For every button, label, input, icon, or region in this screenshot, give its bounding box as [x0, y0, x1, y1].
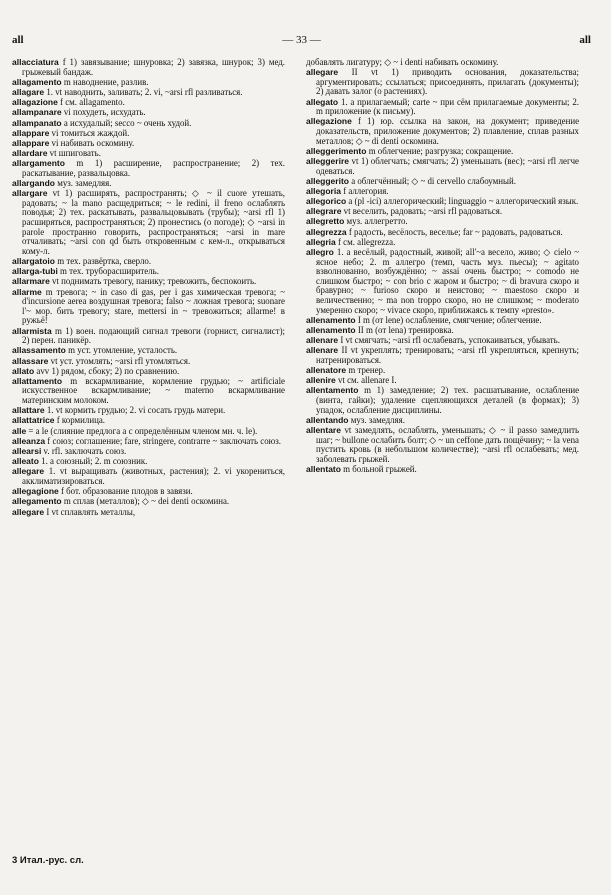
entry-headword: alleggerimento — [306, 145, 367, 156]
entry-headword: allegamento — [12, 496, 62, 507]
dictionary-entry — [306, 386, 579, 415]
entry-definition: m тех. развёртка, сверло. — [57, 256, 152, 266]
entry-definition: vt 1) облегчать; смягчать; 2) уменьшать (вес); ~arsi rfl легче одеваться. — [316, 155, 579, 176]
page-footer: 3 Итал.-рус. сл. — [12, 855, 84, 866]
entry-definition: m 1) расширение, распространение; 2) тех. раскатывание, развальцовка. — [22, 158, 285, 178]
entry-headword: allegrezza — [306, 226, 347, 237]
entry-headword: allegato — [306, 96, 339, 107]
entry-definition: vt веселить, радовать; ~arsi rfl радоваться. — [343, 206, 503, 217]
entry-definition: a исхудалый; secco ~ очень худой. — [63, 117, 192, 128]
entry-headword: allarga-tubi — [12, 266, 58, 277]
entry-definition: 1. a весёлый, радостный, живой; all'~a весело, живо; ◇ cielo ~ ясное небо; 2. m аллегро (темп, часть муз. пьесы); ~ agitato взволнованно, возбуждённо; ~ assai очень быстро; ~ comodo не слишком быстро; ~ con brio с жаром и быстро; ~ di bravura скоро и бравурно; ~ furioso скоро и неистово; ~ maestoso скоро и величественно; ~ ma non troppo скоро, но не слишком; ~ moderato умеренно скоро; ~ vivace скоро, приближаясь к темпу «presto». — [316, 247, 579, 315]
entry-definition: муз. аллегретто. — [346, 216, 408, 227]
entry-headword: allegare — [12, 466, 45, 477]
entry-definition: vt шпиговать. — [49, 148, 101, 159]
entry-definition: f кормилица. — [56, 415, 105, 426]
entry-headword: allegorico — [306, 196, 347, 207]
entry-definition: m сплав (металлов); ◇ ~ dei denti оскомина. — [63, 496, 230, 507]
dictionary-entry — [306, 366, 579, 376]
dictionary-entry — [12, 346, 285, 356]
entry-headword: allenire — [306, 375, 336, 386]
entry-headword: allargare — [12, 188, 48, 199]
entry-headword: allattatrice — [12, 415, 55, 426]
entry-definition: f 1) завязывание; шнуровка; 2) завязка, шнурок; 3) мед. грыжевый бандаж. — [22, 58, 285, 77]
entry-headword: allattare — [12, 405, 45, 416]
entry-headword: allenamento — [306, 314, 356, 325]
dictionary-entry — [306, 416, 579, 426]
entry-headword: alleggerire — [306, 155, 349, 166]
entry-definition: vt поднимать тревогу, панику; тревожить, беспокоить. — [52, 276, 257, 287]
dictionary-entry — [306, 197, 579, 207]
entry-definition: I m (от lene) ослабление, смягчение; облегчение. — [357, 314, 542, 325]
entry-headword: allearsi — [12, 446, 42, 456]
dictionary-entry — [12, 119, 285, 129]
entry-headword: allenatore — [306, 365, 347, 376]
dictionary-entry — [306, 228, 579, 238]
dictionary-entry — [306, 376, 579, 386]
entry-headword: alleanza — [12, 435, 46, 446]
page-number: — 33 — — [282, 34, 321, 46]
page-header — [12, 34, 591, 50]
entry-headword: allegrare — [306, 206, 342, 217]
dictionary-entry — [306, 68, 579, 97]
entry-headword: allentare — [306, 425, 341, 436]
entry-headword: allarmare — [12, 276, 50, 287]
entry-headword: allarmista — [12, 325, 52, 336]
entry-definition: f радость, весёлость, веселье; far ~ радовать, радоваться. — [348, 226, 563, 237]
entry-definition: vi набивать оскомину. — [51, 137, 135, 148]
dictionary-entry — [12, 88, 285, 98]
entry-definition: vt замедлять, ослаблять, уменьшать; ◇ ~ il passo замедлить шаг; ~ bullone ослабить болт; ◇ ~ un ceffone дать пощёчину; ~ la vena пустить кровь (в небольшом количестве); ~arsi rfl ослабевать; мед. заболевать грыжей. — [316, 425, 579, 464]
dictionary-entry — [306, 326, 579, 336]
entry-headword: alleato — [12, 456, 39, 467]
dictionary-entry — [12, 327, 285, 346]
entry-definition: m тренер. — [348, 365, 386, 376]
entry-definition: m 1) замедление; 2) тех. расшатывание, ослабление (винта, гайки); удаление сцепляющихся деталей (в формах); 3) упадок, ослабление дисциплины. — [316, 385, 579, 415]
right-column — [306, 58, 579, 848]
dictionary-entry — [12, 457, 285, 467]
dictionary-entry — [306, 426, 579, 464]
entry-headword: allattamento — [12, 375, 63, 386]
entry-definition: m вскармливание, кормление грудью; ~ artificiale искусственное вскармливание; ~ materno вскармливание материнским молоком. — [22, 375, 285, 406]
entry-definition: f 1) юр. ссылка на закон, на документ; приведение доказательств, приложение документов; 2) плавление, сплав разных металлов; ◇ ~ di denti оскомина. — [316, 116, 579, 146]
entry-definition: m наводнение, разлив. — [63, 76, 149, 87]
entry-headword: allegria — [306, 236, 336, 247]
entry-definition: vt уст. утомлять; ~arsi rfl утомляться. — [50, 355, 191, 366]
entry-headword: allegare — [12, 506, 45, 517]
entry-headword: allappare — [12, 127, 50, 138]
entry-headword: allardare — [12, 148, 48, 159]
entry-definition: f бот. образование плодов в завязи. — [60, 486, 193, 497]
entry-headword: allenare — [306, 345, 339, 356]
dictionary-entry — [12, 467, 285, 486]
entry-definition: f см. allegrezza. — [338, 236, 396, 247]
entry-definition: v. rfl. заключать союз. — [43, 446, 127, 456]
entry-headword: allenare — [306, 335, 339, 346]
entry-definition: 1. vt выращивать (животных, растения); 2. vi укорениться, акклиматизироваться. — [22, 466, 285, 486]
entry-headword: alleggerito — [306, 175, 349, 186]
entry-headword: allentando — [306, 414, 349, 425]
entry-headword: allagare — [12, 86, 45, 97]
entry-headword: allegare — [306, 67, 339, 78]
dictionary-entry — [306, 147, 579, 157]
entry-definition: II vt 1) приводить основания, доказательства; аргументировать; ссылаться; присоединять, прилагать (документы); 2) давать залог (о растениях). — [316, 67, 579, 97]
entry-headword: allegro — [306, 247, 334, 257]
entry-headword: allarme — [12, 286, 42, 297]
entry-definition: m 1) воен. подающий сигнал тревоги (горнист, сигналист); 2) перен. паникёр. — [22, 325, 285, 346]
entry-definition: II m (от lena) тренировка. — [357, 324, 454, 335]
entry-definition: m уст. утомление, усталость. — [68, 345, 178, 356]
entry-definition: f аллегория. — [343, 185, 389, 196]
dictionary-entry — [306, 207, 579, 217]
entry-definition: f союз; соглашение; fare, stringere, contrarre ~ заключать союз. — [47, 435, 282, 446]
entry-headword: allassamento — [12, 345, 66, 356]
left-column — [12, 58, 285, 848]
dictionary-entry — [12, 98, 285, 108]
entry-definition: f см. allagamento. — [60, 97, 125, 108]
entry-headword: allentamento — [306, 385, 359, 396]
dictionary-entry — [306, 157, 579, 176]
entry-definition: 1. vt кормить грудью; 2. vi сосать грудь матери. — [46, 405, 226, 416]
entry-headword: allagazione — [12, 97, 58, 108]
entry-headword: allegoria — [306, 185, 341, 196]
entry-headword: allegretto — [306, 216, 345, 227]
entry-headword: allagamento — [12, 76, 62, 87]
entry-definition: m облегчение; разгрузка; сокращение. — [368, 145, 514, 156]
entry-definition: m тех. труборасширитель. — [60, 266, 159, 277]
dictionary-entry — [306, 217, 579, 227]
dictionary-entry — [306, 177, 579, 187]
dictionary-entry — [12, 427, 285, 437]
entry-headword: allargando — [12, 178, 55, 189]
header-right-guideword: all — [579, 34, 591, 46]
dictionary-entry — [306, 117, 579, 146]
entry-definition: 1. a союзный; 2. m союзник. — [41, 456, 148, 467]
entry-headword: allargatoio — [12, 256, 55, 266]
entry-headword: allargamento — [12, 158, 65, 169]
entry-definition: муз. замедляя. — [350, 414, 405, 425]
dictionary-entry — [306, 238, 579, 248]
entry-headword: allenamento — [306, 324, 356, 335]
dictionary-entry — [12, 139, 285, 149]
entry-definition: m больной грыжей. — [343, 464, 417, 474]
entry-definition: 1. vt наводнить, заливать; 2. vi, ~arsi rfl разливаться. — [46, 86, 243, 97]
entry-headword: allassare — [12, 355, 49, 366]
dictionary-entry — [12, 149, 285, 159]
dictionary-entry — [12, 129, 285, 139]
entry-definition: a облегчённый; ◇ ~ di cervello слабоумный. — [351, 175, 516, 186]
dictionary-entry — [306, 465, 579, 475]
entry-definition: a (pl -ici) аллегорический; linguaggio ~ аллегорический язык. — [348, 196, 579, 207]
entry-definition: vi похудеть, исхудать. — [63, 107, 146, 118]
dictionary-entry — [12, 288, 285, 326]
entry-definition: 1. a прилагаемый; carte ~ при сём прилагаемые документы; 2. m приложение (к письму). — [316, 96, 579, 117]
entry-headword: alle — [12, 425, 27, 436]
dictionary-entry — [12, 257, 285, 267]
dictionary-entry — [12, 159, 285, 178]
dictionary-entry — [12, 357, 285, 367]
dictionary-entry — [12, 108, 285, 118]
entry-headword: allampanato — [12, 117, 62, 128]
dictionary-entry — [12, 367, 285, 377]
header-left-guideword: all — [12, 34, 24, 46]
entry-definition: vi томиться жаждой. — [51, 127, 130, 138]
entry-headword: allampanare — [12, 107, 62, 118]
dictionary-entry — [12, 497, 285, 507]
dictionary-entry — [306, 58, 579, 68]
entry-definition: муз. замедляя. — [57, 178, 112, 189]
dictionary-entry — [306, 336, 579, 346]
dictionary-entry — [12, 377, 285, 406]
dictionary-entry — [12, 437, 285, 447]
entry-definition: avv 1) рядом, сбоку; 2) по сравнению. — [36, 365, 180, 376]
dictionary-entry — [12, 416, 285, 426]
dictionary-entry — [12, 189, 285, 256]
dictionary-entry — [12, 447, 285, 457]
dictionary-entry — [306, 316, 579, 326]
dictionary-entry — [306, 187, 579, 197]
entry-headword: allegagione — [12, 486, 59, 497]
dictionary-entry — [12, 406, 285, 416]
entry-headword: allappare — [12, 137, 50, 148]
dictionary-entry — [306, 346, 579, 365]
entry-headword: allegazione — [306, 116, 352, 127]
entry-headword: allentato — [306, 464, 341, 474]
entry-headword: allacciatura — [12, 58, 59, 67]
entry-definition: vt см. allenare I. — [338, 375, 397, 386]
entry-definition: vt 1) расширять, распространять; ◇ ~ il cuore утешать, радовать; ~ la mano расщедриться; ~ le redini, il freno ослаблять поводья; 2) тех. раскатывать, развальцовывать (трубы); ~arsi rfl 1) расширяться, распространяться; 2) пронестись (о погоде); ◇ ~arsi in parole пространно говорить, распространяться; ~arsi in mare отчаливать; ~arsi con qd быть откровенным с кем-л., открываться кому-л. — [22, 188, 285, 256]
entry-definition: добавлять лигатуру; ◇ ~ i denti набивать оскомину. — [306, 58, 499, 67]
dictionary-entry — [12, 267, 285, 277]
entry-headword: allato — [12, 365, 35, 376]
entry-definition: m тревога; ~ in caso di gas, per i gas химическая тревога; ~ d'incursione aerea воздушная тревога; falso ~ ложная тревога; suonare l'~ мор. бить тревогу; stare, mettersi in ~ тревожиться; allarme! в ружьё! — [22, 286, 285, 326]
dictionary-entry — [12, 78, 285, 88]
dictionary-entry — [12, 58, 285, 77]
entry-definition: I vt сплавлять металлы, — [46, 506, 136, 517]
dictionary-entry — [12, 277, 285, 287]
entry-definition: II vt укреплять; тренировать; ~arsi rfl укрепляться, крепнуть; натренироваться. — [316, 345, 579, 365]
dictionary-entry — [12, 179, 285, 189]
dictionary-entry — [306, 98, 579, 117]
entry-definition: I vt смягчать; ~arsi rfl ослабевать, успокаиваться, убывать. — [340, 335, 560, 346]
dictionary-entry — [306, 248, 579, 315]
dictionary-entry — [12, 508, 285, 518]
entry-definition: = a le (слияние предлога a с определённым членом мн. ч. le). — [28, 425, 258, 436]
dictionary-entry — [12, 487, 285, 497]
